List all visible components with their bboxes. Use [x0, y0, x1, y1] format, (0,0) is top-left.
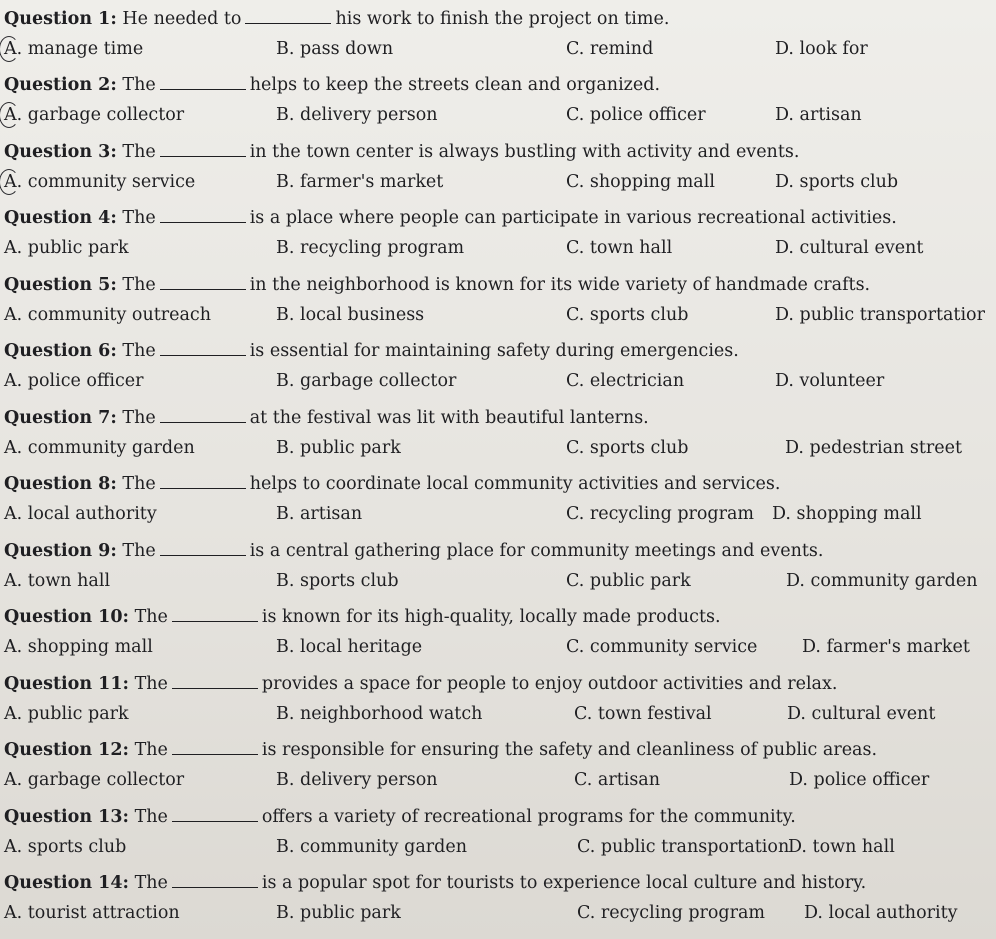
- option-b[interactable]: [276, 765, 438, 795]
- option-label: A. community garden: [4, 438, 195, 458]
- option-a[interactable]: [4, 167, 195, 197]
- option-label: D. cultural event: [775, 238, 924, 258]
- question-block: [4, 270, 994, 334]
- option-label: C. recycling program: [566, 504, 755, 524]
- option-a[interactable]: [4, 366, 144, 396]
- option-label: C. public park: [566, 571, 691, 591]
- answer-blank[interactable]: [160, 71, 246, 90]
- question-text-after: provides a space for people to enjoy outdoor activities and relax.: [261, 674, 838, 694]
- question-label: Question 2:: [4, 75, 117, 95]
- answer-options: [4, 433, 994, 463]
- option-label: A. town hall: [4, 571, 111, 591]
- question-label: Question 9:: [4, 541, 117, 561]
- option-label: D. shopping mall: [772, 504, 922, 524]
- option-c[interactable]: [577, 832, 789, 862]
- question-text-before: The: [134, 807, 168, 827]
- question-block: [4, 802, 994, 866]
- question-block: [4, 602, 994, 666]
- option-c[interactable]: [566, 366, 684, 396]
- option-label: B. recycling program: [276, 238, 465, 258]
- option-label: B. artisan: [276, 504, 363, 524]
- question-stem: [4, 203, 897, 233]
- question-block: [4, 735, 994, 799]
- option-label: B. delivery person: [276, 105, 438, 125]
- question-text-after: is responsible for ensuring the safety and cleanliness of public areas.: [261, 740, 878, 760]
- option-a[interactable]: [4, 499, 157, 529]
- answer-options: [4, 167, 994, 197]
- option-label: B. delivery person: [276, 770, 438, 790]
- option-label: B. public park: [276, 903, 401, 923]
- option-a[interactable]: [4, 100, 184, 130]
- option-c[interactable]: [566, 233, 672, 263]
- option-d[interactable]: [775, 34, 868, 64]
- option-label: C. shopping mall: [566, 172, 715, 192]
- option-b[interactable]: [276, 566, 399, 596]
- question-label: Question 11:: [4, 674, 129, 694]
- answer-blank[interactable]: [245, 5, 331, 24]
- option-c[interactable]: [566, 100, 706, 130]
- option-label: D. artisan: [775, 105, 862, 125]
- question-label: Question 3:: [4, 142, 117, 162]
- option-c[interactable]: [566, 167, 715, 197]
- answer-options: [4, 100, 994, 130]
- question-text-after: is essential for maintaining safety during emergencies.: [249, 341, 739, 361]
- option-a[interactable]: [4, 300, 211, 330]
- option-label: B. farmer's market: [276, 172, 444, 192]
- option-label: A. sports club: [4, 837, 127, 857]
- question-stem: [4, 469, 780, 499]
- question-stem: [4, 270, 870, 300]
- question-block: [4, 669, 994, 733]
- option-label: A. police officer: [4, 371, 144, 391]
- option-b[interactable]: [276, 632, 422, 662]
- answer-blank[interactable]: [160, 537, 246, 556]
- answer-blank[interactable]: [160, 470, 246, 489]
- option-d[interactable]: [772, 499, 922, 529]
- question-label: Question 7:: [4, 408, 117, 428]
- option-label: D. cultural event: [787, 704, 936, 724]
- question-block: [4, 469, 994, 533]
- answer-options: [4, 366, 994, 396]
- question-stem: [4, 4, 669, 34]
- question-stem: [4, 802, 796, 832]
- option-label: A. garbage collector: [4, 770, 185, 790]
- option-d[interactable]: [788, 832, 895, 862]
- question-label: Question 6:: [4, 341, 117, 361]
- option-b[interactable]: [276, 34, 393, 64]
- option-b[interactable]: [276, 898, 401, 928]
- question-block: [4, 868, 994, 932]
- option-c[interactable]: [566, 632, 757, 662]
- option-label: C. artisan: [574, 770, 661, 790]
- option-d[interactable]: [775, 233, 923, 263]
- option-d[interactable]: [786, 566, 978, 596]
- question-block: [4, 4, 994, 68]
- option-label: B. community garden: [276, 837, 467, 857]
- question-label: Question 10:: [4, 607, 129, 627]
- question-text-after: his work to finish the project on time.: [335, 9, 670, 29]
- option-c[interactable]: [566, 433, 688, 463]
- question-stem: [4, 137, 799, 167]
- question-text-after: in the town center is always bustling with activity and events.: [249, 142, 800, 162]
- question-label: Question 14:: [4, 873, 129, 893]
- question-text-before: The: [122, 208, 156, 228]
- question-stem: [4, 735, 877, 765]
- question-label: Question 13:: [4, 807, 129, 827]
- option-a[interactable]: [4, 898, 180, 928]
- option-label: C. remind: [566, 39, 654, 59]
- answer-options: [4, 765, 994, 795]
- option-b[interactable]: [276, 699, 482, 729]
- option-label: B. local business: [276, 305, 425, 325]
- question-stem: [4, 336, 739, 366]
- question-stem: [4, 669, 837, 699]
- option-a[interactable]: [4, 233, 129, 263]
- question-label: Question 4:: [4, 208, 117, 228]
- option-a[interactable]: [4, 433, 195, 463]
- option-label: A. community service: [4, 172, 196, 192]
- answer-options: [4, 34, 994, 64]
- answer-blank[interactable]: [160, 337, 246, 356]
- question-text-before: The: [122, 474, 156, 494]
- question-block: [4, 336, 994, 400]
- question-block: [4, 137, 994, 201]
- option-d[interactable]: [802, 632, 970, 662]
- question-label: Question 5:: [4, 275, 117, 295]
- option-d[interactable]: [775, 300, 985, 330]
- option-label: B. pass down: [276, 39, 394, 59]
- question-text-before: The: [122, 142, 156, 162]
- answer-options: [4, 632, 994, 662]
- option-a[interactable]: [4, 832, 126, 862]
- question-text-before: The: [122, 275, 156, 295]
- option-b[interactable]: [276, 832, 467, 862]
- option-label: A. public park: [4, 238, 129, 258]
- answer-blank[interactable]: [172, 603, 258, 622]
- option-b[interactable]: [276, 233, 464, 263]
- answer-blank[interactable]: [172, 736, 258, 755]
- option-label: D. look for: [775, 39, 868, 59]
- question-text-before: The: [122, 541, 156, 561]
- question-stem: [4, 403, 649, 433]
- question-text-after: is a central gathering place for community meetings and events.: [249, 541, 824, 561]
- option-a[interactable]: [4, 699, 129, 729]
- question-label: Question 8:: [4, 474, 117, 494]
- question-text-after: is known for its high-quality, locally made products.: [261, 607, 721, 627]
- question-text-after: is a popular spot for tourists to experience local culture and history.: [261, 873, 867, 893]
- question-text-after: helps to keep the streets clean and organized.: [249, 75, 661, 95]
- question-text-before: The: [122, 408, 156, 428]
- option-label: B. public park: [276, 438, 401, 458]
- option-label: A. local authority: [4, 504, 157, 524]
- option-c[interactable]: [577, 898, 765, 928]
- option-d[interactable]: [804, 898, 957, 928]
- answer-options: [4, 832, 994, 862]
- answer-blank[interactable]: [172, 670, 258, 689]
- question-text-after: at the festival was lit with beautiful lanterns.: [249, 408, 649, 428]
- option-d[interactable]: [787, 699, 935, 729]
- option-label: C. electrician: [566, 371, 685, 391]
- option-label: C. police officer: [566, 105, 706, 125]
- answer-blank[interactable]: [160, 404, 246, 423]
- option-a[interactable]: [4, 34, 143, 64]
- question-text-before: The: [122, 341, 156, 361]
- option-label: D. community garden: [786, 571, 978, 591]
- question-text-before: The: [134, 607, 168, 627]
- option-c[interactable]: [566, 34, 653, 64]
- option-label: D. town hall: [788, 837, 895, 857]
- option-label: D. local authority: [804, 903, 958, 923]
- option-label: D. pedestrian street: [785, 438, 963, 458]
- question-label: Question 1:: [4, 9, 117, 29]
- question-block: [4, 536, 994, 600]
- option-label: A. community outreach: [4, 305, 211, 325]
- question-stem: [4, 602, 721, 632]
- option-label: A. shopping mall: [4, 637, 153, 657]
- option-b[interactable]: [276, 433, 401, 463]
- question-text-before: The: [134, 674, 168, 694]
- answer-blank[interactable]: [160, 271, 246, 290]
- option-label: C. sports club: [566, 305, 689, 325]
- answer-options: [4, 233, 994, 263]
- option-b[interactable]: [276, 167, 443, 197]
- option-b[interactable]: [276, 300, 424, 330]
- question-block: [4, 403, 994, 467]
- answer-blank[interactable]: [160, 204, 246, 223]
- answer-options: [4, 499, 994, 529]
- option-label: B. garbage collector: [276, 371, 457, 391]
- option-label: A. manage time: [4, 39, 144, 59]
- option-d[interactable]: [775, 167, 898, 197]
- option-label: D. volunteer: [775, 371, 885, 391]
- option-label: D. public transportatior: [775, 305, 985, 325]
- option-label: D. sports club: [775, 172, 899, 192]
- answer-blank[interactable]: [172, 803, 258, 822]
- answer-options: [4, 566, 994, 596]
- option-label: A. tourist attraction: [4, 903, 180, 923]
- option-c[interactable]: [566, 499, 754, 529]
- option-label: B. neighborhood watch: [276, 704, 483, 724]
- question-text-after: is a place where people can participate in various recreational activities.: [249, 208, 897, 228]
- option-label: B. local heritage: [276, 637, 423, 657]
- option-label: C. recycling program: [577, 903, 766, 923]
- question-text-before: The: [134, 873, 168, 893]
- question-text-before: The: [122, 75, 156, 95]
- question-stem: [4, 536, 823, 566]
- question-text-before: He needed to: [122, 9, 242, 29]
- option-label: C. town hall: [566, 238, 673, 258]
- option-label: C. community service: [566, 637, 758, 657]
- answer-blank[interactable]: [172, 869, 258, 888]
- option-label: B. sports club: [276, 571, 399, 591]
- option-label: C. public transportation: [577, 837, 790, 857]
- option-b[interactable]: [276, 100, 438, 130]
- option-label: A. garbage collector: [4, 105, 185, 125]
- question-text-after: in the neighborhood is known for its wide variety of handmade crafts.: [249, 275, 871, 295]
- option-label: C. sports club: [566, 438, 689, 458]
- option-d[interactable]: [775, 366, 884, 396]
- option-d[interactable]: [785, 433, 962, 463]
- option-d[interactable]: [789, 765, 929, 795]
- option-label: A. public park: [4, 704, 129, 724]
- question-block: [4, 70, 994, 134]
- option-a[interactable]: [4, 632, 153, 662]
- option-label: D. police officer: [789, 770, 930, 790]
- question-block: [4, 203, 994, 267]
- option-label: D. farmer's market: [802, 637, 970, 657]
- option-b[interactable]: [276, 499, 362, 529]
- option-c[interactable]: [574, 699, 712, 729]
- option-b[interactable]: [276, 366, 456, 396]
- question-text-before: The: [134, 740, 168, 760]
- answer-options: [4, 699, 994, 729]
- option-label: C. town festival: [574, 704, 712, 724]
- option-c[interactable]: [566, 300, 688, 330]
- answer-blank[interactable]: [160, 138, 246, 157]
- question-text-after: offers a variety of recreational programs for the community.: [261, 807, 796, 827]
- answer-options: [4, 300, 994, 330]
- question-text-after: helps to coordinate local community activities and services.: [249, 474, 781, 494]
- question-stem: [4, 868, 866, 898]
- question-stem: [4, 70, 660, 100]
- question-label: Question 12:: [4, 740, 129, 760]
- option-a[interactable]: [4, 566, 110, 596]
- option-c[interactable]: [566, 566, 691, 596]
- answer-options: [4, 898, 994, 928]
- option-d[interactable]: [775, 100, 862, 130]
- option-a[interactable]: [4, 765, 184, 795]
- option-c[interactable]: [574, 765, 660, 795]
